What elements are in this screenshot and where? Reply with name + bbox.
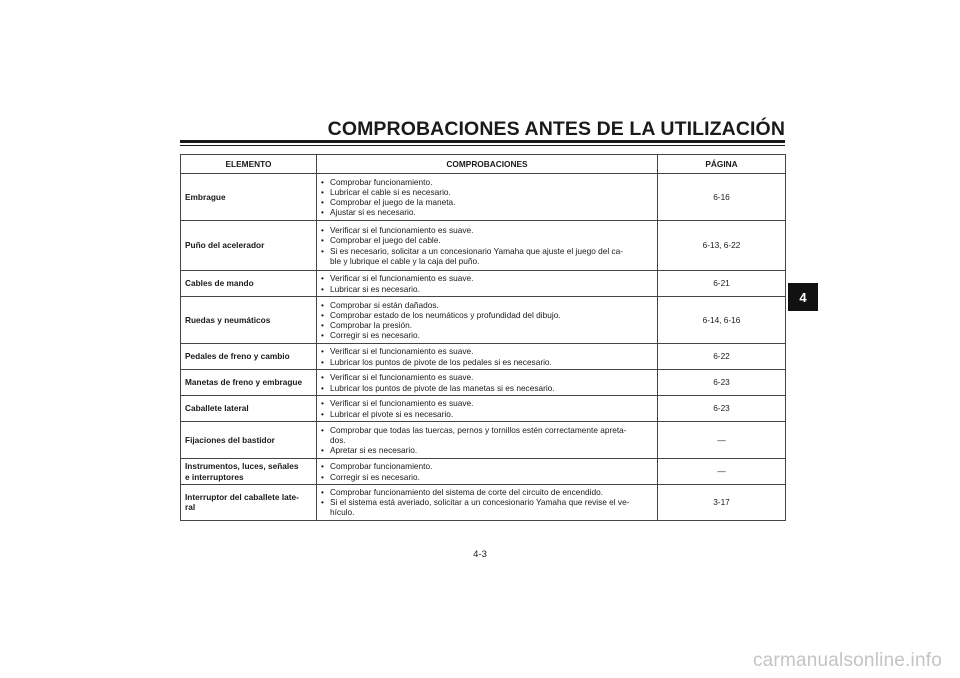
check-item: • Verificar si el funcionamiento es suave. xyxy=(321,225,653,235)
table-row xyxy=(181,344,786,370)
check-item: • Lubricar el cable si es necesario. xyxy=(321,187,653,197)
check-item: • Lubricar el pivote si es necesario. xyxy=(321,409,653,419)
row-element xyxy=(181,297,317,344)
check-list xyxy=(321,273,653,293)
row-element-label: Fijaciones del bastidor xyxy=(185,434,275,445)
row-page-ref: 6-13, 6-22 xyxy=(658,221,786,271)
check-list xyxy=(321,177,653,218)
check-item: • Verificar si el funcionamiento es suave. xyxy=(321,273,653,283)
column-header-page: PÁGINA xyxy=(658,155,786,174)
row-element-label: Puño del acelerador xyxy=(185,240,265,251)
column-header-element: ELEMENTO xyxy=(181,155,317,174)
check-list xyxy=(321,225,653,266)
row-element-label: Interruptor del caballete late- ral xyxy=(185,492,299,513)
row-checks xyxy=(317,344,658,370)
check-item: • Lubricar los puntos de pivote de las manetas si es necesario. xyxy=(321,383,653,393)
row-element-label: Caballete lateral xyxy=(185,403,249,414)
row-page-ref: — xyxy=(658,459,786,485)
table-row xyxy=(181,370,786,396)
check-list xyxy=(321,300,653,341)
inspection-table xyxy=(180,154,786,521)
row-element xyxy=(181,422,317,459)
row-element-label: Instrumentos, luces, señales e interruptores xyxy=(185,461,299,482)
table-row xyxy=(181,271,786,297)
row-element xyxy=(181,174,317,221)
check-item: • Verificar si el funcionamiento es suave. xyxy=(321,346,653,356)
check-item: • Comprobar funcionamiento. xyxy=(321,177,653,187)
row-element xyxy=(181,370,317,396)
check-item: • Corregir si es necesario. xyxy=(321,472,653,482)
row-page-ref: 6-23 xyxy=(658,396,786,422)
table-row xyxy=(181,396,786,422)
row-checks xyxy=(317,370,658,396)
row-checks xyxy=(317,459,658,485)
row-element xyxy=(181,485,317,521)
row-element-label: Cables de mando xyxy=(185,278,254,289)
check-item: • Comprobar la presión. xyxy=(321,320,653,330)
check-item: • Comprobar estado de los neumáticos y profundidad del dibujo. xyxy=(321,310,653,320)
check-item: • Corregir si es necesario. xyxy=(321,330,653,340)
row-element xyxy=(181,344,317,370)
row-page-ref: 6-23 xyxy=(658,370,786,396)
row-element xyxy=(181,459,317,485)
title-rule-thin xyxy=(180,145,785,146)
row-page-ref: 6-21 xyxy=(658,271,786,297)
check-list xyxy=(321,425,653,456)
row-element-label: Pedales de freno y cambio xyxy=(185,351,290,362)
row-element-label: Embrague xyxy=(185,191,226,202)
row-page-ref: — xyxy=(658,422,786,459)
check-item: • Lubricar si es necesario. xyxy=(321,284,653,294)
table-row xyxy=(181,174,786,221)
page-number: 4-3 xyxy=(473,549,487,560)
row-page-ref: 3-17 xyxy=(658,485,786,521)
check-item: • Comprobar el juego del cable. xyxy=(321,235,653,245)
row-page-ref: 6-14, 6-16 xyxy=(658,297,786,344)
check-item: • Apretar si es necesario. xyxy=(321,445,653,455)
table-row xyxy=(181,221,786,271)
check-list xyxy=(321,346,653,366)
row-element-label: Ruedas y neumáticos xyxy=(185,314,271,325)
check-list xyxy=(321,398,653,418)
check-item: • Verificar si el funcionamiento es suave. xyxy=(321,372,653,382)
chapter-tab: 4 xyxy=(788,283,818,311)
row-checks xyxy=(317,221,658,271)
row-element xyxy=(181,396,317,422)
check-item: • Lubricar los puntos de pivote de los pedales si es necesario. xyxy=(321,357,653,367)
check-list xyxy=(321,487,653,518)
row-checks xyxy=(317,396,658,422)
check-item: • Comprobar funcionamiento del sistema de corte del circuito de encendido. xyxy=(321,487,653,497)
row-checks xyxy=(317,174,658,221)
check-item: • Comprobar si están dañados. xyxy=(321,300,653,310)
check-item: • Verificar si el funcionamiento es suave. xyxy=(321,398,653,408)
table-row xyxy=(181,459,786,485)
check-item: • Si el sistema está averiado, solicitar a un concesionario Yamaha que revise el ve- hículo. xyxy=(321,497,653,517)
check-list xyxy=(321,461,653,481)
table-header-row xyxy=(181,155,786,174)
row-page-ref: 6-22 xyxy=(658,344,786,370)
check-list xyxy=(321,372,653,392)
check-item: • Comprobar funcionamiento. xyxy=(321,461,653,471)
check-item: • Ajustar si es necesario. xyxy=(321,207,653,217)
table-row xyxy=(181,422,786,459)
watermark: carmanualsonline.info xyxy=(752,650,942,671)
row-checks xyxy=(317,422,658,459)
page-title: COMPROBACIONES ANTES DE LA UTILIZACIÓN xyxy=(327,118,785,140)
row-checks xyxy=(317,297,658,344)
row-page-ref: 6-16 xyxy=(658,174,786,221)
column-header-checks: COMPROBACIONES xyxy=(317,155,658,174)
check-item: • Si es necesario, solicitar a un concesionario Yamaha que ajuste el juego del ca- ble y lubrique el cable y la caja del puño. xyxy=(321,246,653,266)
row-checks xyxy=(317,485,658,521)
check-item: • Comprobar el juego de la maneta. xyxy=(321,197,653,207)
title-rule xyxy=(180,140,785,143)
row-element xyxy=(181,271,317,297)
table-row xyxy=(181,297,786,344)
check-item: • Comprobar que todas las tuercas, pernos y tornillos estén correctamente apreta- dos. xyxy=(321,425,653,445)
row-element xyxy=(181,221,317,271)
row-element-label: Manetas de freno y embrague xyxy=(185,377,303,388)
table-row xyxy=(181,485,786,521)
row-checks xyxy=(317,271,658,297)
